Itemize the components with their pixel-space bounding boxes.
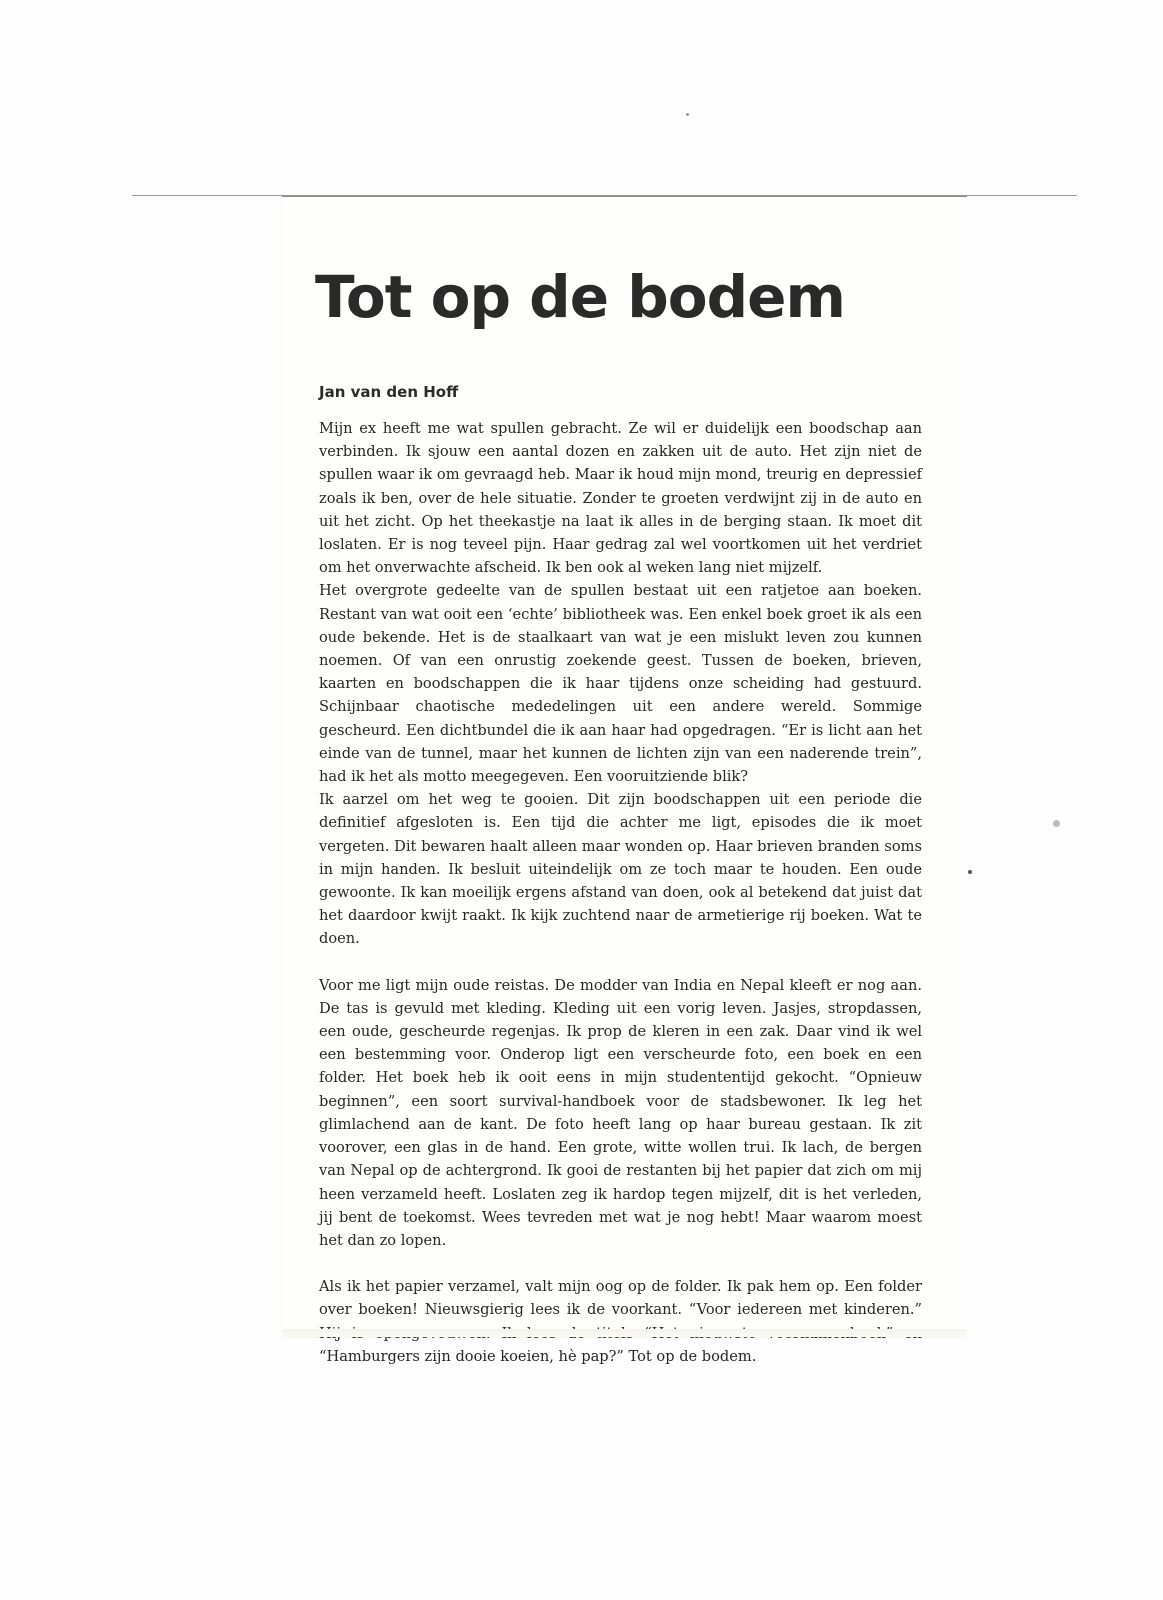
article-title: Tot op de bodem (315, 263, 845, 331)
article-author: Jan van den Hoff (319, 383, 459, 401)
dust-speck (1053, 820, 1060, 827)
article-paragraph: Mijn ex heeft me wat spullen gebracht. Ze wil er duidelijk een boodschap aan verbinden. Ik sjouw een aantal dozen en zakken uit de auto. Het zijn niet de spullen waar ik om gevraagd heb. Maar ik houd mijn mond, treurig en depressief zoals ik ben, over de hele situatie. Zonder te groeten verdwijnt zij in de auto en uit het zicht. Op het theekastje na laat ik alles in de berging staan. Ik moet dit loslaten. Er is nog teveel pijn. Haar gedrag zal wel voortkomen uit het verdriet om het onverwachte afscheid. Ik ben ook al weken lang niet mijzelf. (319, 420, 922, 577)
article-paragraph: Voor me ligt mijn oude reistas. De modder van India en Nepal kleeft er nog aan. De tas is gevuld met kleding. Kleding uit een vorig leven. Jasjes, stropdassen, een oude, gescheurde regenjas. Ik prop de kleren in een zak. Daar vind ik wel een bestemming voor. Onderop ligt een verscheurde foto, een boek en een folder. Het boek heb ik ooit eens in mijn studententijd gekocht. “Opnieuw beginnen”, een soort survival-handboek voor de stadsbewoner. Ik leg het glimlachend aan de kant. De foto heeft lang op haar bureau gestaan. Ik zit voorover, een glas in de hand. Een grote, witte wollen trui. Ik lach, de bergen van Nepal op de achtergrond. Ik gooi de restanten bij het papier dat zich om mij heen verzameld heeft. Loslaten zeg ik hardop tegen mijzelf, dit is het verleden, jij bent de toekomst. Wees tevreden met wat je nog hebt! Maar waarom moest het dan zo lopen. (319, 976, 922, 1249)
article-paragraph: Als ik het papier verzamel, valt mijn oog op de folder. Ik pak hem op. Een folder over boeken! Nieuwsgierig lees ik de voorkant. “Voor iedereen met kinderen.” “Hamburgers zijn dooie koeien, hè pap?” Tot op de bodem. (319, 1278, 922, 1365)
clipping-top-edge (132, 195, 1077, 196)
clipping-bottom-edge (282, 1329, 967, 1337)
article-body (319, 417, 922, 1368)
dust-speck (686, 113, 689, 116)
article-paragraph: Ik aarzel om het weg te gooien. Dit zijn boodschappen uit een periode die definitief afgesloten is. Een tijd die achter me ligt, episodes die ik moet vergeten. Dit bewaren haalt alleen maar wonden op. Haar brieven branden soms in mijn handen. Ik besluit uiteindelijk om ze toch maar te houden. Een oude gewoonte. Ik kan moeilijk ergens afstand van doen, ook al betekend dat juist dat het daardoor kwijt raakt. Ik kijk zuchtend naar de armetierige rij boeken. Wat te doen. (319, 791, 922, 948)
article-paragraph: Het overgrote gedeelte van de spullen bestaat uit een ratjetoe aan boeken. Restant van wat ooit een ‘echte’ bibliotheek was. Een enkel boek groet ik als een oude bekende. Het is de staalkaart van wat je een mislukt leven zou kunnen noemen. Of van een onrustig zoekende geest. Tussen de boeken, brieven, kaarten en boodschappen die ik haar tijdens onze scheiding had gestuurd. Schijnbaar chaotische mededelingen uit een andere wereld. Sommige gescheurd. Een dichtbundel die ik aan haar had opgedragen. “Er is licht aan het einde van de tunnel, maar het kunnen de lichten zijn van een naderende trein”, had ik het als motto meegegeven. Een vooruitziende blik? (319, 582, 922, 786)
newspaper-clipping (282, 196, 967, 1365)
dust-speck (968, 870, 972, 874)
